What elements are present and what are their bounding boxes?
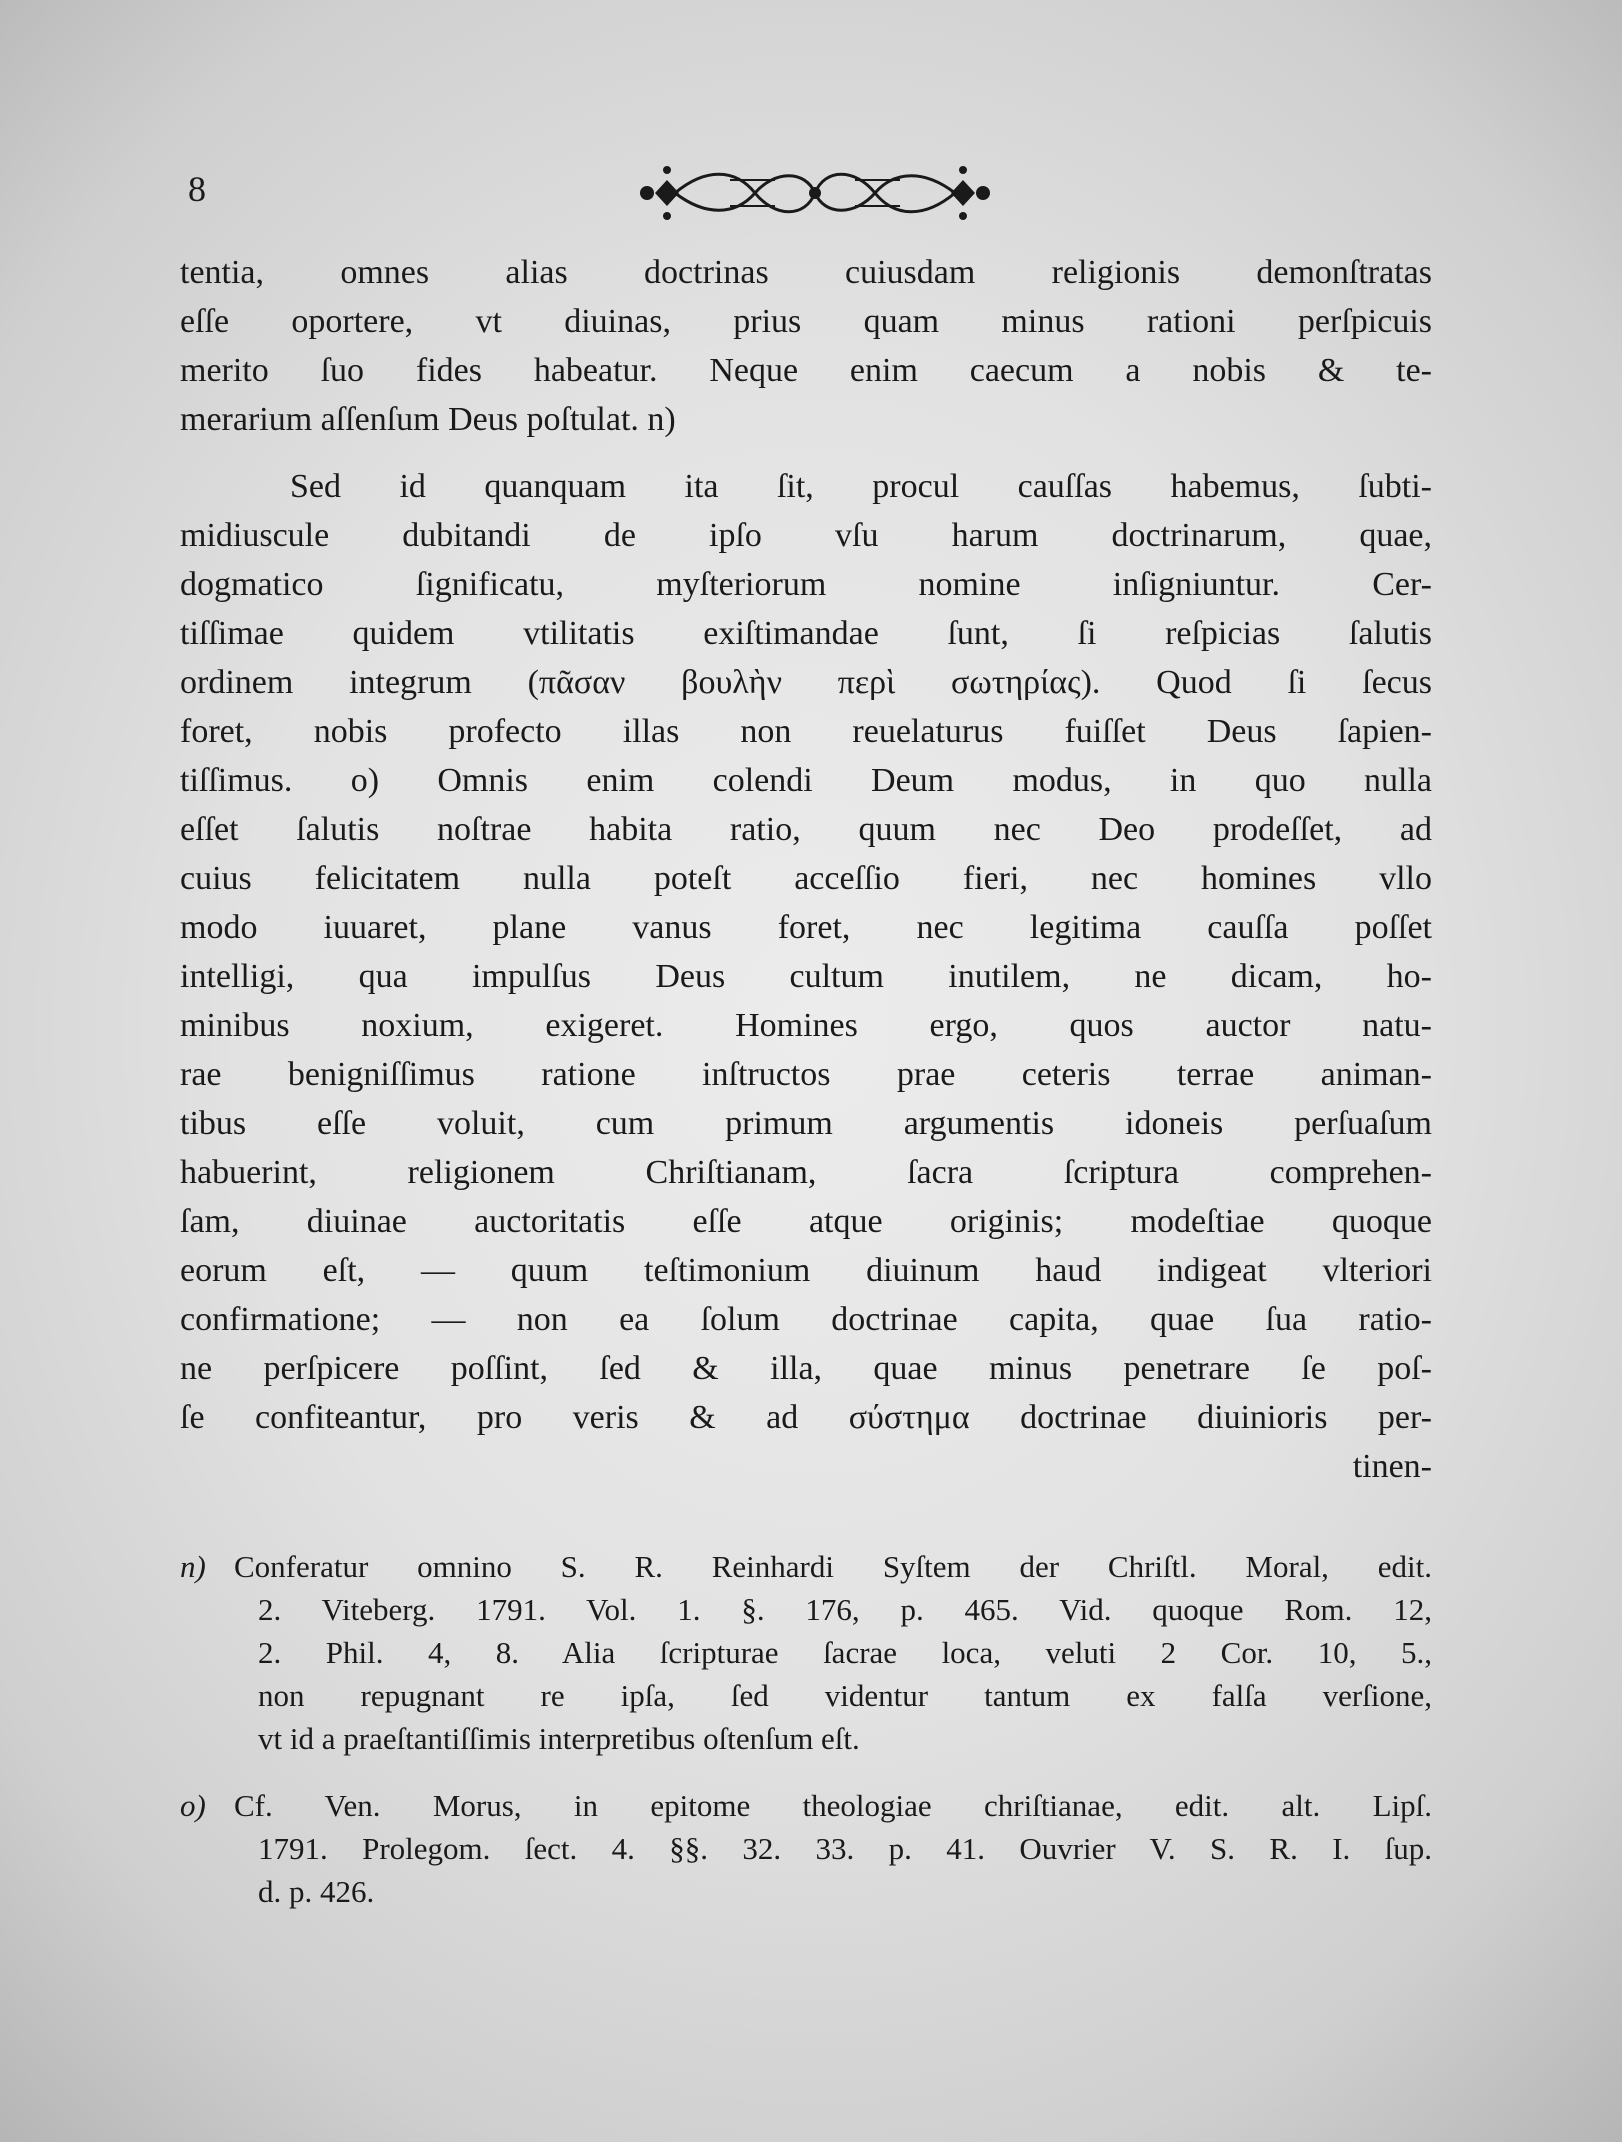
text-line: minibus noxium, exigeret. Homines ergo, quos auctor natu- bbox=[180, 1007, 1432, 1044]
footnote-n bbox=[180, 1545, 1432, 1760]
text-line: dogmatico ſignificatu, myſteriorum nomine inſigniuntur. Cer- bbox=[180, 566, 1432, 603]
fleuron-ornament-icon bbox=[635, 158, 995, 228]
footnote-line: 1791. Prolegom. ſect. 4. §§. 32. 33. p. 41. Ouvrier V. S. R. I. ſup. bbox=[258, 1831, 1432, 1866]
text-line: confirmatione; — non ea ſolum doctrinae capita, quae ſua ratio- bbox=[180, 1301, 1432, 1338]
footnote-line: Cf. Ven. Morus, in epitome theologiae chriſtianae, edit. alt. Lipſ. bbox=[234, 1788, 1432, 1823]
text-line: eorum eſt, — quum teſtimonium diuinum haud indigeat vlteriori bbox=[180, 1252, 1432, 1289]
text-line: eſſet ſalutis noſtrae habita ratio, quum nec Deo prodeſſet, ad bbox=[180, 811, 1432, 848]
footnote-o bbox=[180, 1784, 1432, 1913]
text-line: Sed id quanquam ita ſit, procul cauſſas habemus, ſubti- bbox=[290, 468, 1432, 505]
footnote-line: 2. Phil. 4, 8. Alia ſcripturae ſacrae loca, veluti 2 Cor. 10, 5., bbox=[258, 1635, 1432, 1670]
text-line: eſſe oportere, vt diuinas, prius quam minus rationi perſpicuis bbox=[180, 303, 1432, 340]
page-header bbox=[180, 158, 1440, 228]
page-number: 8 bbox=[188, 169, 206, 209]
footnote-line: Conferatur omnino S. R. Reinhardi Syſtem der Chriſtl. Moral, edit. bbox=[234, 1549, 1432, 1584]
paragraph bbox=[180, 462, 1432, 1491]
text-line: midiuscule dubitandi de ipſo vſu harum doctrinarum, quae, bbox=[180, 517, 1432, 554]
footnote-line: d. p. 426. bbox=[258, 1874, 375, 1909]
main-text bbox=[180, 248, 1432, 1491]
paragraph-continuation bbox=[180, 248, 1432, 444]
footnote-line: vt id a praeſtantiſſimis interpretibus oſtenſum eſt. bbox=[258, 1721, 860, 1756]
text-line: habuerint, religionem Chriſtianam, ſacra ſcriptura comprehen- bbox=[180, 1154, 1432, 1191]
text-line: rae benigniſſimus ratione inſtructos prae ceteris terrae animan- bbox=[180, 1056, 1432, 1093]
text-line: tentia, omnes alias doctrinas cuiusdam religionis demonſtratas bbox=[180, 254, 1432, 291]
catchword: tinen- bbox=[1352, 1448, 1432, 1485]
footnote-label: n) bbox=[180, 1549, 206, 1584]
text-line: ordinem integrum (πᾶσαν βουλὴν περὶ σωτηρίας). Quod ſi ſecus bbox=[180, 664, 1432, 701]
footnotes bbox=[180, 1545, 1432, 1937]
text-line: cuius felicitatem nulla poteſt acceſſio fieri, nec homines vllo bbox=[180, 860, 1432, 897]
text-line: ne perſpicere poſſint, ſed & illa, quae minus penetrare ſe poſ- bbox=[180, 1350, 1432, 1387]
footnote-label: o) bbox=[180, 1788, 206, 1823]
text-line: modo iuuaret, plane vanus foret, nec legitima cauſſa poſſet bbox=[180, 909, 1432, 946]
text-line: tiſſimae quidem vtilitatis exiſtimandae ſunt, ſi reſpicias ſalutis bbox=[180, 615, 1432, 652]
text-line: merito ſuo fides habeatur. Neque enim caecum a nobis & te- bbox=[180, 352, 1432, 389]
text-line: tibus eſſe voluit, cum primum argumentis idoneis perſuaſum bbox=[180, 1105, 1432, 1142]
footnote-line: 2. Viteberg. 1791. Vol. 1. §. 176, p. 465. Vid. quoque Rom. 12, bbox=[258, 1592, 1432, 1627]
text-line: merarium aſſenſum Deus poſtulat. n) bbox=[180, 401, 676, 438]
text-line: ſe confiteantur, pro veris & ad σύστημα doctrinae diuinioris per- bbox=[180, 1399, 1432, 1436]
footnote-line: non repugnant re ipſa, ſed videntur tantum ex falſa verſione, bbox=[258, 1678, 1432, 1713]
text-line: intelligi, qua impulſus Deus cultum inutilem, ne dicam, ho- bbox=[180, 958, 1432, 995]
text-line: ſam, diuinae auctoritatis eſſe atque originis; modeſtiae quoque bbox=[180, 1203, 1432, 1240]
text-line: foret, nobis profecto illas non reuelaturus fuiſſet Deus ſapien- bbox=[180, 713, 1432, 750]
text-line: tiſſimus. o) Omnis enim colendi Deum modus, in quo nulla bbox=[180, 762, 1432, 799]
